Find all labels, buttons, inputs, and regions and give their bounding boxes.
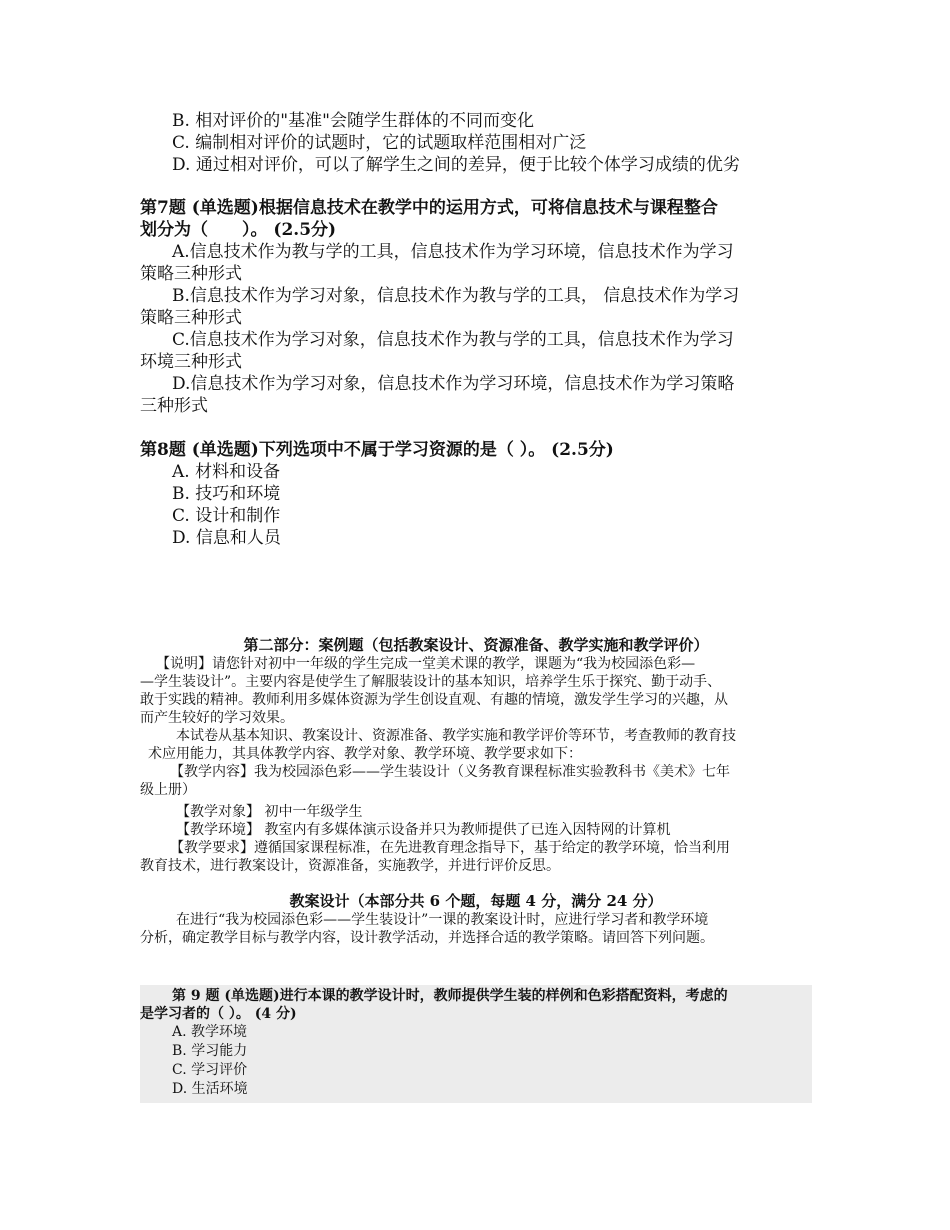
desc-line: —学生装设计”。主要内容是使学生了解服装设计的基本知识，培养学生乐于探究、勤于动手、 bbox=[140, 674, 722, 690]
question-8 bbox=[140, 439, 812, 549]
desc-line: 敢于实践的精神。教师利用多媒体资源为学生创设直观、有趣的情境，激发学生学习的兴趣，从 bbox=[140, 692, 728, 708]
case-description bbox=[140, 655, 812, 875]
option-c: C. 编制相对评价的试题时，它的试题取样范围相对广泛 bbox=[172, 133, 587, 153]
option-d-line1: D.信息技术作为学习对象，信息技术作为学习环境，信息技术作为学习策略 bbox=[172, 374, 735, 394]
question-title-cont: 是学习者的（ ）。 (4 分) bbox=[140, 1006, 297, 1022]
teaching-target: 【教学对象】 初中一年级学生 bbox=[176, 804, 363, 820]
option-b: B. 技巧和环境 bbox=[172, 484, 281, 504]
option-b: B. 学习能力 bbox=[172, 1043, 248, 1059]
part-2-section bbox=[140, 635, 812, 875]
option-a-line1: A.信息技术作为教与学的工具，信息技术作为学习环境，信息技术作为学习 bbox=[172, 242, 734, 262]
section-title: 教案设计（本部分共 6 个题，每题 4 分，满分 24 分） bbox=[289, 892, 663, 910]
question-9 bbox=[140, 985, 812, 1103]
design-line: 在进行“我为校园添色彩——学生装设计”一课的教案设计时，应进行学习者和教学环境 bbox=[176, 912, 709, 928]
question-7 bbox=[140, 197, 812, 417]
intro-line: 本试卷从基本知识、教案设计、资源准备、教学实施和教学评价等环节，考查教师的教育技 bbox=[176, 728, 736, 744]
design-section bbox=[140, 891, 812, 947]
desc-line: 【说明】请您针对初中一年级的学生完成一堂美术课的教学，课题为“我为校园添色彩— bbox=[156, 656, 696, 672]
teaching-environment: 【教学环境】 教室内有多媒体演示设备并只为教师提供了已连入因特网的计算机 bbox=[176, 822, 671, 838]
design-line: 分析，确定教学目标与教学内容，设计教学活动，并选择合适的教学策略。请回答下列问题。 bbox=[140, 930, 714, 946]
question-title: 第8题 (单选题)下列选项中不属于学习资源的是（ ）。 (2.5分) bbox=[140, 440, 614, 460]
option-b bbox=[140, 285, 812, 329]
teaching-requirement-cont: 教育技术，进行教案设计，资源准备，实施教学，并进行评价反思。 bbox=[140, 858, 560, 874]
intro-line: 术应用能力，其具体教学内容、教学对象、教学环境、教学要求如下： bbox=[148, 746, 582, 762]
option-d: D. 通过相对评价，可以了解学生之间的差异，便于比较个体学习成绩的优劣 bbox=[172, 155, 740, 175]
option-b-line1: B.信息技术作为学习对象，信息技术作为教与学的工具， 信息技术作为学习 bbox=[172, 286, 740, 306]
option-d: D. 生活环境 bbox=[172, 1081, 248, 1097]
option-a: A. 教学环境 bbox=[172, 1024, 248, 1040]
option-b: B. 相对评价的"基准"会随学生群体的不同而变化 bbox=[172, 111, 534, 131]
option-c-line2: 环境三种形式 bbox=[140, 352, 242, 372]
option-a: A. 材料和设备 bbox=[172, 462, 281, 482]
option-c: C. 设计和制作 bbox=[172, 506, 281, 526]
desc-line: 而产生较好的学习效果。 bbox=[140, 710, 294, 726]
teaching-content-cont: 级上册） bbox=[140, 782, 196, 798]
question-title: 第7题 (单选题)根据信息技术在教学中的运用方式，可将信息技术与课程整合 bbox=[140, 198, 718, 218]
design-intro bbox=[140, 911, 812, 947]
question-title: 第 9 题 (单选题)进行本课的教学设计时，教师提供学生装的样例和色彩搭配资料，考虑的 bbox=[172, 988, 728, 1004]
option-b-line2: 策略三种形式 bbox=[140, 308, 242, 328]
option-c-line1: C.信息技术作为学习对象，信息技术作为教与学的工具，信息技术作为学习 bbox=[172, 330, 734, 350]
option-d bbox=[140, 373, 812, 417]
option-a bbox=[140, 241, 812, 285]
option-c: C. 学习评价 bbox=[172, 1062, 248, 1078]
question-6-options bbox=[140, 110, 812, 176]
teaching-content: 【教学内容】我为校园添色彩——学生装设计（义务教育课程标准实验教科书《美术》七年 bbox=[170, 764, 730, 780]
document-page bbox=[140, 110, 812, 1103]
option-c bbox=[140, 329, 812, 373]
section-title: 第二部分：案例题（包括教案设计、资源准备、教学实施和教学评价） bbox=[243, 636, 709, 654]
option-a-line2: 策略三种形式 bbox=[140, 264, 242, 284]
option-d-line2: 三种形式 bbox=[140, 396, 208, 416]
question-title-cont: 划分为（ ）。 (2.5分) bbox=[140, 220, 337, 240]
teaching-requirement: 【教学要求】遵循国家课程标准，在先进教育理念指导下，基于给定的教学环境，恰当利用 bbox=[170, 840, 730, 856]
option-d: D. 信息和人员 bbox=[172, 528, 281, 548]
